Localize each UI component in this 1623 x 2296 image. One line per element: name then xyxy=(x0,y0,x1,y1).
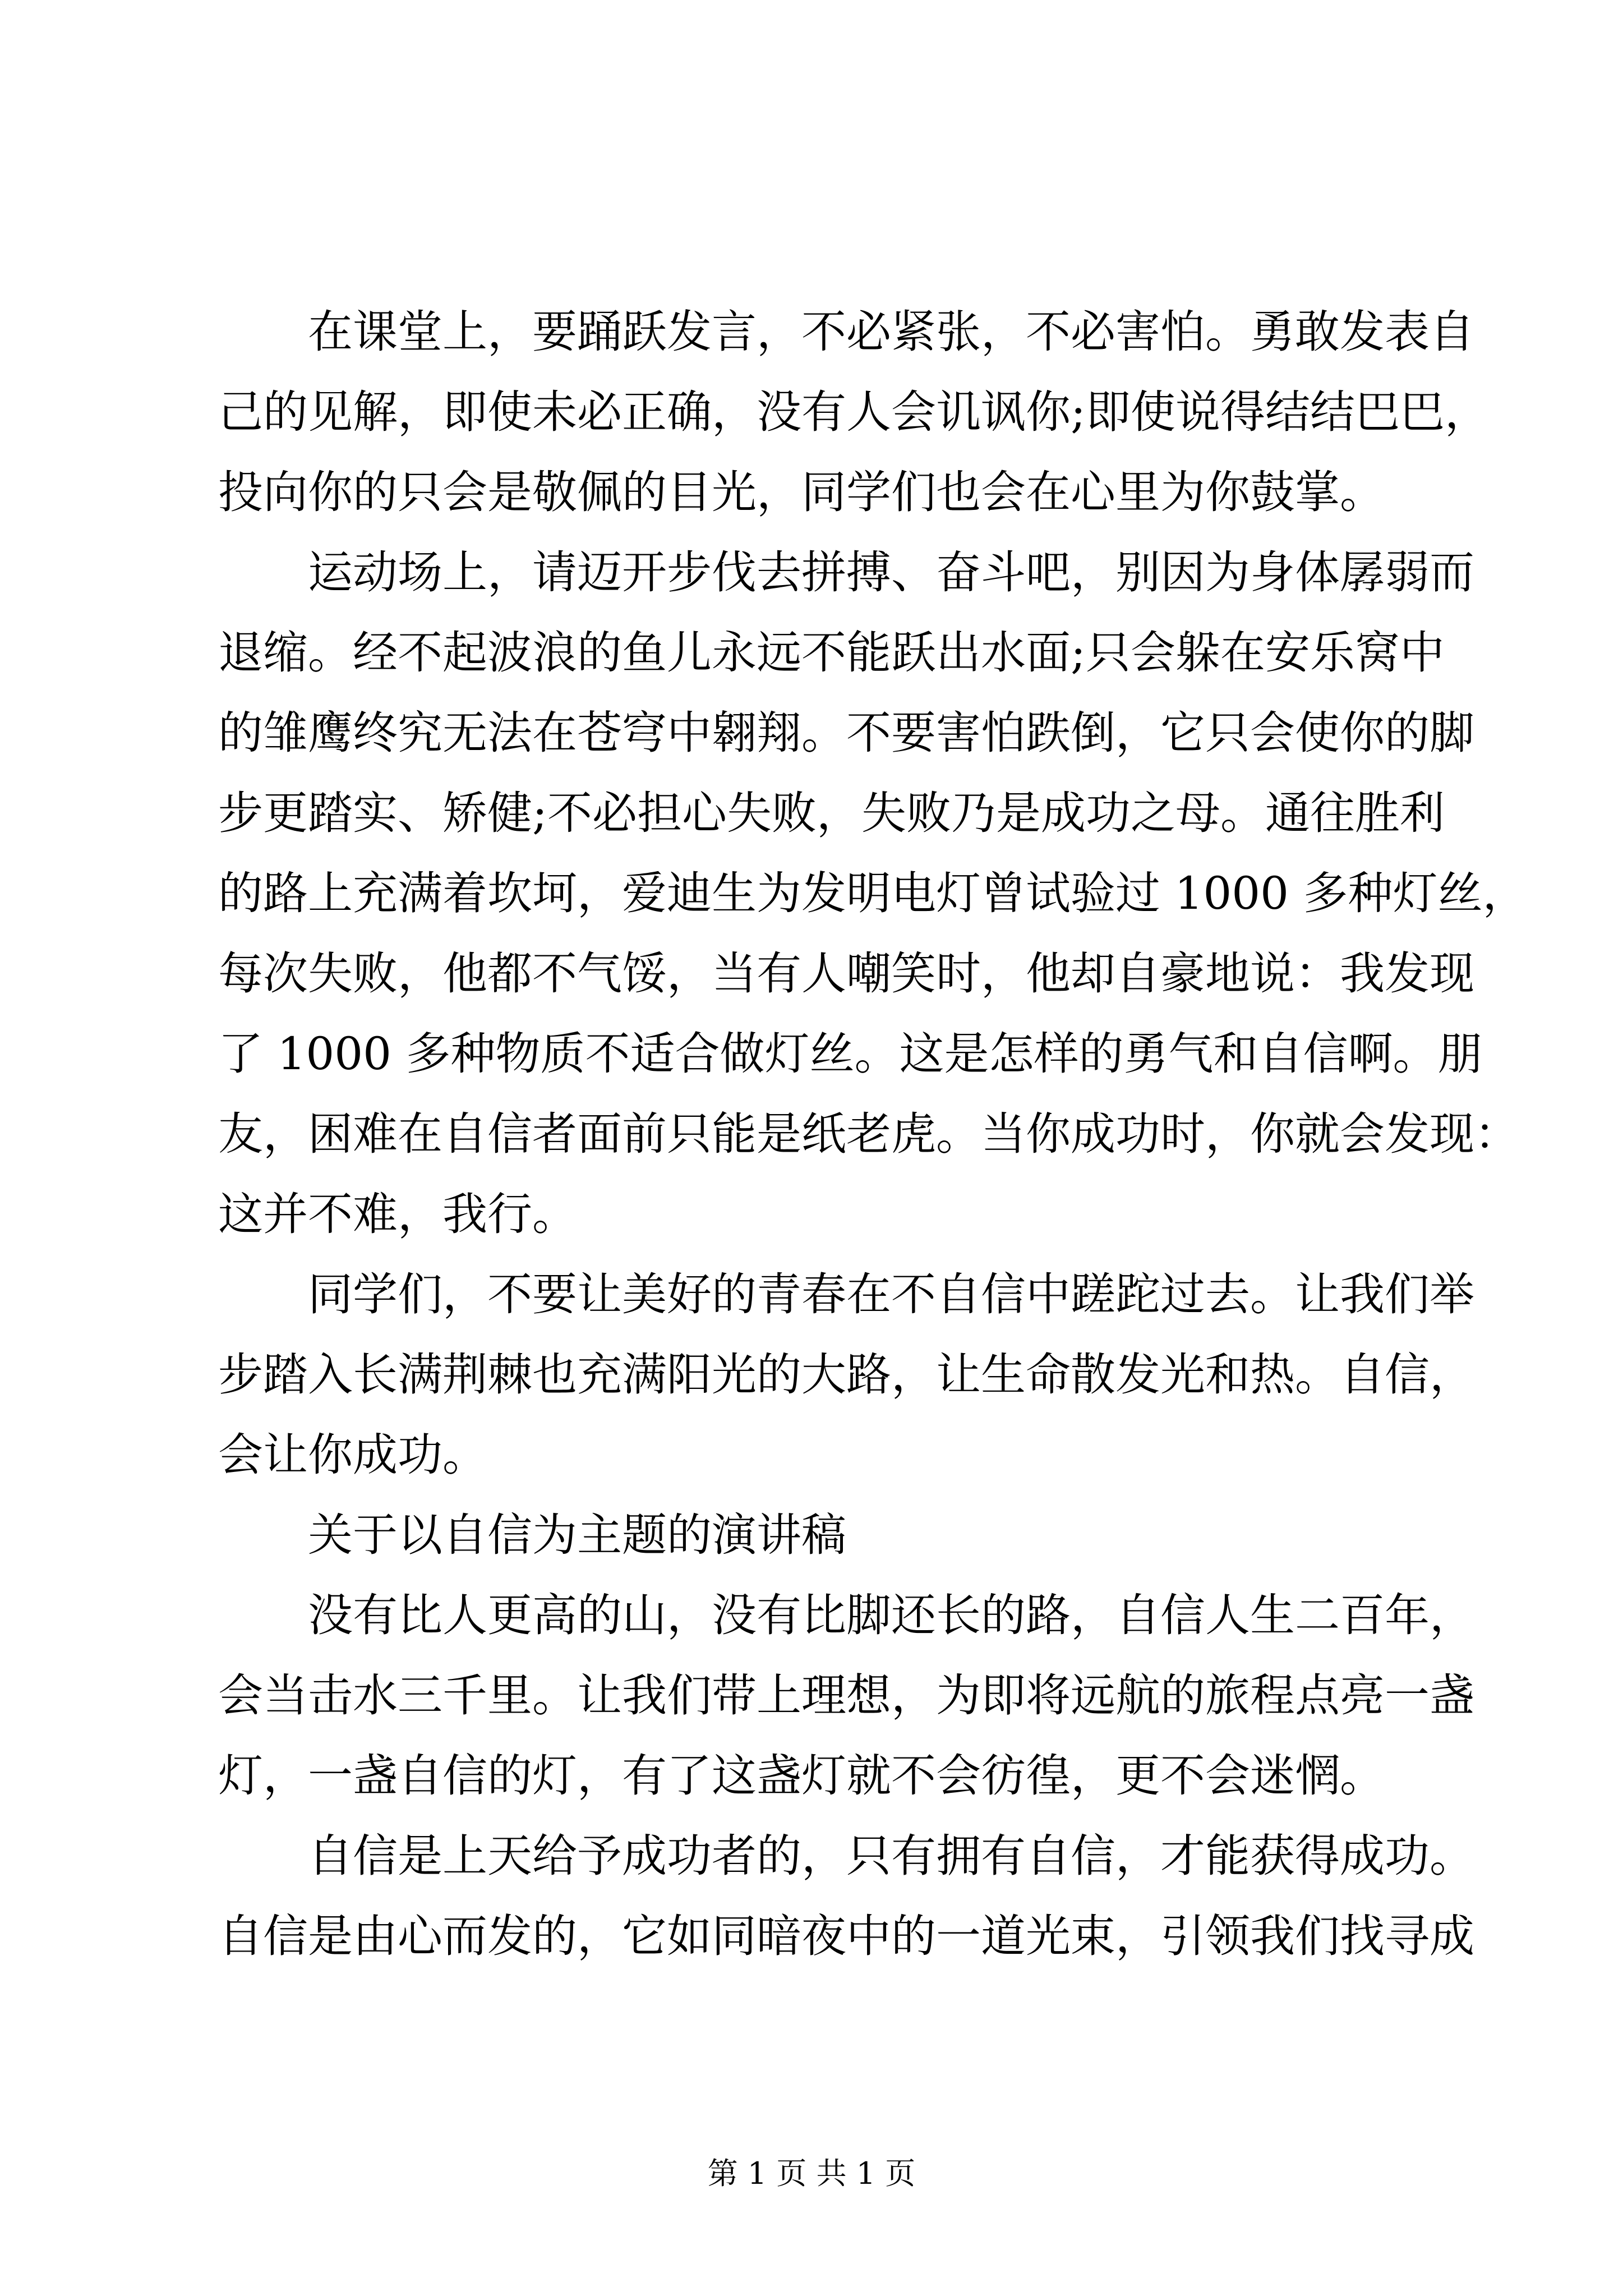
text-line: 己的见解，即使未必正确，没有人会讥讽你;即使说得结结巴巴， xyxy=(218,386,1490,438)
paragraph-sports-field xyxy=(218,532,1528,1254)
text-line: 了 1000 多种物质不适合做灯丝。这是怎样的勇气和自信啊。朋 xyxy=(218,1028,1483,1080)
document-body xyxy=(218,292,1528,1976)
text-line: 退缩。经不起波浪的鱼儿永远不能跃出水面;只会躲在安乐窝中 xyxy=(218,627,1445,679)
text-line: 这并不难，我行。 xyxy=(218,1188,577,1240)
text-line: 灯，一盏自信的灯，有了这盏灯就不会彷徨，更不会迷惘。 xyxy=(218,1750,1385,1802)
text-line: 每次失败，他都不气馁，当有人嘲笑时，他却自豪地说：我发现 xyxy=(218,947,1474,1000)
text-line: 同学们，不要让美好的青春在不自信中蹉跎过去。让我们举 xyxy=(308,1268,1474,1320)
paragraph-classroom xyxy=(218,292,1490,532)
text-line: 自信是由心而发的，它如同暗夜中的一道光束，引领我们找寻成 xyxy=(218,1910,1474,1962)
page-footer: 第 1 页 共 1 页 xyxy=(707,2156,916,2191)
text-line: 的雏鹰终究无法在苍穹中翱翔。不要害怕跌倒，它只会使你的脚 xyxy=(218,707,1474,759)
text-line: 自信是上天给予成功者的，只有拥有自信，才能获得成功。 xyxy=(308,1830,1474,1882)
heading-line: 关于以自信为主题的演讲稿 xyxy=(308,1509,846,1561)
paragraph-mountain xyxy=(218,1575,1474,1816)
text-line: 投向你的只会是敬佩的目光，同学们也会在心里为你鼓掌。 xyxy=(218,466,1385,518)
text-line: 会让你成功。 xyxy=(218,1429,487,1481)
section-heading xyxy=(218,1495,1430,1575)
text-line: 在课堂上，要踊跃发言，不必紧张，不必害怕。勇敢发表自 xyxy=(308,306,1474,358)
text-line: 运动场上，请迈开步伐去拼搏、奋斗吧，别因为身体孱弱而 xyxy=(308,546,1474,599)
text-line: 步更踏实、矫健;不必担心失败，失败乃是成功之母。通往胜利 xyxy=(218,787,1445,839)
paragraph-students xyxy=(218,1254,1474,1495)
text-line: 步踏入长满荆棘也充满阳光的大路，让生命散发光和热。自信， xyxy=(218,1349,1474,1401)
text-line: 没有比人更高的山，没有比脚还长的路，自信人生二百年， xyxy=(308,1589,1474,1641)
text-line: 友，困难在自信者面前只能是纸老虎。当你成功时，你就会发现： xyxy=(218,1108,1519,1160)
text-line: 的路上充满着坎坷，爱迪生为发明电灯曾试验过 1000 多种灯丝， xyxy=(218,867,1528,919)
text-line: 会当击水三千里。让我们带上理想，为即将远航的旅程点亮一盏 xyxy=(218,1669,1474,1722)
paragraph-confidence xyxy=(218,1816,1474,1976)
